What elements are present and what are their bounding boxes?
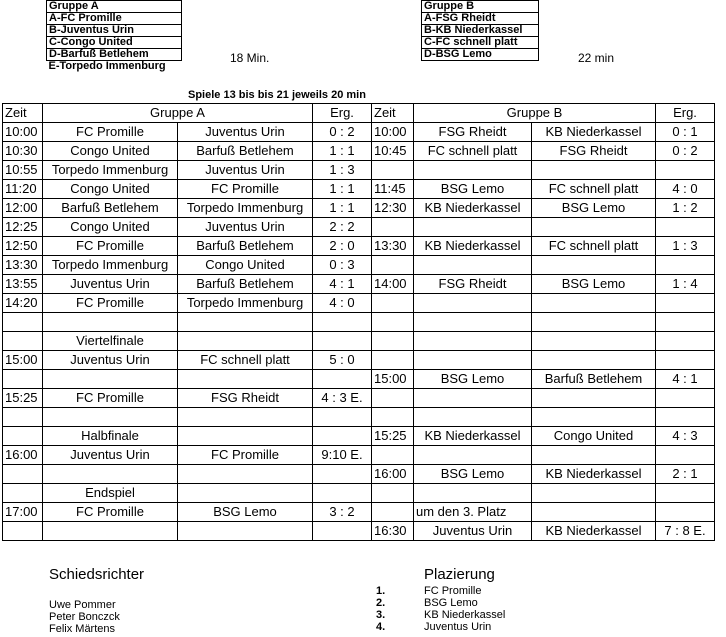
- placement-team: BSG Lemo: [424, 597, 478, 609]
- team-b-away: [532, 389, 656, 408]
- result-a: 2 : 0: [313, 237, 372, 256]
- result-a: 1 : 1: [313, 142, 372, 161]
- header-result: Erg.: [313, 104, 372, 123]
- result-a: [313, 332, 372, 351]
- match-row: [3, 237, 715, 256]
- result-a: [313, 370, 372, 389]
- team-b-away: BSG Lemo: [532, 275, 656, 294]
- group-b-team: D-BSG Lemo: [422, 49, 539, 61]
- time-b: [372, 332, 414, 351]
- team-a-home: Congo United: [43, 218, 178, 237]
- group-a-team: D-Barfuß Betlehem: [47, 49, 182, 61]
- match-row: [3, 522, 715, 541]
- group-a-team: C-Congo United: [47, 37, 182, 49]
- team-b-away: FC schnell platt: [532, 180, 656, 199]
- result-b: [656, 503, 715, 522]
- team-a-home: FC Promille: [43, 237, 178, 256]
- time-a: [3, 408, 43, 427]
- team-a-home: [43, 370, 178, 389]
- placement-row: [376, 585, 505, 597]
- match-row: [3, 408, 715, 427]
- team-b-away: [532, 161, 656, 180]
- time-a: 11:20: [3, 180, 43, 199]
- team-b-away: [532, 446, 656, 465]
- team-a-away: FC Promille: [178, 180, 313, 199]
- result-b: 4 : 1: [656, 370, 715, 389]
- team-a-home: [43, 465, 178, 484]
- match-row: [3, 294, 715, 313]
- header-result-b: Erg.: [656, 104, 715, 123]
- header-group-a: Gruppe A: [43, 104, 313, 123]
- team-b-away: KB Niederkassel: [532, 123, 656, 142]
- team-b-away: [532, 351, 656, 370]
- placement-rank: 3.: [376, 609, 386, 621]
- group-a-team: B-Juventus Urin: [47, 25, 182, 37]
- result-a: [313, 465, 372, 484]
- placement-team: KB Niederkassel: [424, 609, 506, 621]
- team-b-home: [414, 161, 532, 180]
- group-a-list: [46, 0, 182, 72]
- time-b: [372, 256, 414, 275]
- result-a: 4 : 0: [313, 294, 372, 313]
- team-a-away: [178, 332, 313, 351]
- result-a: 1 : 1: [313, 199, 372, 218]
- result-b: 0 : 1: [656, 123, 715, 142]
- result-b: [656, 446, 715, 465]
- time-a: 14:20: [3, 294, 43, 313]
- time-b: [372, 484, 414, 503]
- team-a-away: FC schnell platt: [178, 351, 313, 370]
- time-a: 15:00: [3, 351, 43, 370]
- match-row: [3, 332, 715, 351]
- team-b-home: FC schnell platt: [414, 142, 532, 161]
- team-a-home: FC Promille: [43, 123, 178, 142]
- time-b: [372, 313, 414, 332]
- placement-rank: 1.: [376, 585, 386, 597]
- team-a-home: FC Promille: [43, 294, 178, 313]
- team-b-home: [414, 389, 532, 408]
- team-b-home: [414, 256, 532, 275]
- team-a-away: Juventus Urin: [178, 123, 313, 142]
- placement-team: Juventus Urin: [424, 621, 492, 633]
- referee-name: Uwe Pommer: [49, 599, 116, 611]
- header-time: Zeit: [3, 104, 43, 123]
- team-b-away: [532, 313, 656, 332]
- team-a-away: Torpedo Immenburg: [178, 294, 313, 313]
- time-a: 17:00: [3, 503, 43, 522]
- match-row: [3, 427, 715, 446]
- time-b: 13:30: [372, 237, 414, 256]
- result-b: [656, 294, 715, 313]
- time-a: [3, 370, 43, 389]
- match-row: [3, 180, 715, 199]
- team-a-home: FC Promille: [43, 389, 178, 408]
- result-a: [313, 522, 372, 541]
- team-a-away: Barfuß Betlehem: [178, 275, 313, 294]
- team-a-away: [178, 313, 313, 332]
- placement-list: [376, 585, 505, 633]
- team-a-away: [178, 484, 313, 503]
- match-row: [3, 313, 715, 332]
- group-b-duration: 22 min: [578, 51, 615, 65]
- team-a-away: Juventus Urin: [178, 218, 313, 237]
- team-a-home: Congo United: [43, 180, 178, 199]
- team-b-home: [414, 313, 532, 332]
- team-a-home: Juventus Urin: [43, 351, 178, 370]
- team-b-home: [414, 484, 532, 503]
- header-group-b: Gruppe B: [414, 104, 656, 123]
- result-a: [313, 484, 372, 503]
- team-a-away: Congo United: [178, 256, 313, 275]
- team-b-home: BSG Lemo: [414, 180, 532, 199]
- time-b: [372, 503, 414, 522]
- time-a: 15:25: [3, 389, 43, 408]
- result-b: 7 : 8 E.: [656, 522, 715, 541]
- time-a: 10:30: [3, 142, 43, 161]
- team-b-away: FSG Rheidt: [532, 142, 656, 161]
- team-a-away: Torpedo Immenburg: [178, 199, 313, 218]
- team-b-home: [414, 408, 532, 427]
- result-b: [656, 313, 715, 332]
- time-b: 16:00: [372, 465, 414, 484]
- team-b-home: FSG Rheidt: [414, 275, 532, 294]
- team-a-home: [43, 522, 178, 541]
- referee-list: [49, 599, 120, 635]
- result-b: 1 : 2: [656, 199, 715, 218]
- time-a: [3, 465, 43, 484]
- time-b: [372, 294, 414, 313]
- team-b-home: [414, 218, 532, 237]
- time-b: [372, 408, 414, 427]
- referee-name: Felix Märtens: [49, 623, 116, 635]
- header-time-b: Zeit: [372, 104, 414, 123]
- team-b-home: [414, 294, 532, 313]
- time-a: 10:00: [3, 123, 43, 142]
- placement-title: Plazierung: [424, 566, 495, 583]
- time-b: [372, 351, 414, 370]
- group-a-title: Gruppe A: [47, 1, 182, 13]
- time-b: [372, 218, 414, 237]
- time-b: 12:30: [372, 199, 414, 218]
- match-row: [3, 275, 715, 294]
- result-a: 1 : 3: [313, 161, 372, 180]
- team-b-home: [414, 332, 532, 351]
- time-a: [3, 427, 43, 446]
- team-a-away: [178, 427, 313, 446]
- match-row: [3, 465, 715, 484]
- team-a-home: Endspiel: [43, 484, 178, 503]
- result-b: [656, 484, 715, 503]
- team-a-away: BSG Lemo: [178, 503, 313, 522]
- match-row: [3, 142, 715, 161]
- time-b: 10:00: [372, 123, 414, 142]
- result-b: [656, 161, 715, 180]
- match-row: [3, 389, 715, 408]
- team-a-away: [178, 465, 313, 484]
- time-a: 13:30: [3, 256, 43, 275]
- result-a: 1 : 1: [313, 180, 372, 199]
- result-a: [313, 427, 372, 446]
- team-a-away: [178, 522, 313, 541]
- placement-team: FC Promille: [424, 585, 482, 597]
- time-b: 11:45: [372, 180, 414, 199]
- time-a: 10:55: [3, 161, 43, 180]
- result-b: [656, 351, 715, 370]
- result-a: 4 : 3 E.: [313, 389, 372, 408]
- time-a: 12:25: [3, 218, 43, 237]
- time-b: [372, 161, 414, 180]
- team-a-home: Juventus Urin: [43, 275, 178, 294]
- team-b-home: Juventus Urin: [414, 522, 532, 541]
- team-a-away: Juventus Urin: [178, 161, 313, 180]
- team-b-home: [414, 446, 532, 465]
- placement-row: [376, 621, 505, 633]
- time-a: [3, 332, 43, 351]
- time-a: 12:50: [3, 237, 43, 256]
- time-b: [372, 389, 414, 408]
- team-b-home: um den 3. Platz: [414, 503, 532, 522]
- schedule-table: [2, 103, 715, 541]
- match-row: [3, 161, 715, 180]
- result-b: [656, 332, 715, 351]
- placement-rank: 2.: [376, 597, 386, 609]
- team-b-home: BSG Lemo: [414, 465, 532, 484]
- time-a: 13:55: [3, 275, 43, 294]
- result-a: 3 : 2: [313, 503, 372, 522]
- placement-row: [376, 609, 505, 621]
- result-b: [656, 218, 715, 237]
- result-a: [313, 313, 372, 332]
- team-a-home: Juventus Urin: [43, 446, 178, 465]
- team-b-home: KB Niederkassel: [414, 427, 532, 446]
- placement-row: [376, 597, 505, 609]
- placement-rank: 4.: [376, 621, 386, 633]
- group-b-team: B-KB Niederkassel: [422, 25, 539, 37]
- team-b-away: FC schnell platt: [532, 237, 656, 256]
- result-a: 0 : 3: [313, 256, 372, 275]
- result-a: 2 : 2: [313, 218, 372, 237]
- header-row: [3, 104, 715, 123]
- team-b-away: [532, 332, 656, 351]
- result-a: [313, 408, 372, 427]
- team-b-away: Barfuß Betlehem: [532, 370, 656, 389]
- team-b-away: [532, 256, 656, 275]
- team-a-home: Barfuß Betlehem: [43, 199, 178, 218]
- time-a: [3, 522, 43, 541]
- match-row: [3, 218, 715, 237]
- team-a-home: Torpedo Immenburg: [43, 256, 178, 275]
- time-b: 14:00: [372, 275, 414, 294]
- result-b: [656, 408, 715, 427]
- team-a-home: FC Promille: [43, 503, 178, 522]
- team-a-away: [178, 408, 313, 427]
- time-a: [3, 313, 43, 332]
- result-b: 2 : 1: [656, 465, 715, 484]
- match-row: [3, 199, 715, 218]
- team-b-away: Congo United: [532, 427, 656, 446]
- team-b-home: KB Niederkassel: [414, 199, 532, 218]
- group-a-team: E-Torpedo Immenburg: [48, 60, 166, 72]
- result-a: 4 : 1: [313, 275, 372, 294]
- team-a-home: Viertelfinale: [43, 332, 178, 351]
- team-b-away: [532, 484, 656, 503]
- team-b-home: BSG Lemo: [414, 370, 532, 389]
- team-b-away: [532, 218, 656, 237]
- team-b-away: [532, 503, 656, 522]
- time-a: 16:00: [3, 446, 43, 465]
- match-row: [3, 446, 715, 465]
- team-b-home: KB Niederkassel: [414, 237, 532, 256]
- team-a-home: [43, 408, 178, 427]
- result-b: 1 : 4: [656, 275, 715, 294]
- team-a-home: Halbfinale: [43, 427, 178, 446]
- group-b-list: [421, 0, 539, 61]
- team-a-away: [178, 370, 313, 389]
- team-a-away: Barfuß Betlehem: [178, 237, 313, 256]
- team-b-home: FSG Rheidt: [414, 123, 532, 142]
- team-b-home: [414, 351, 532, 370]
- result-b: [656, 256, 715, 275]
- team-a-away: Barfuß Betlehem: [178, 142, 313, 161]
- match-row: [3, 370, 715, 389]
- team-a-away: FC Promille: [178, 446, 313, 465]
- match-row: [3, 351, 715, 370]
- team-a-home: Congo United: [43, 142, 178, 161]
- team-b-away: [532, 294, 656, 313]
- result-a: 0 : 2: [313, 123, 372, 142]
- match-row: [3, 256, 715, 275]
- result-b: 4 : 0: [656, 180, 715, 199]
- time-a: [3, 484, 43, 503]
- time-a: 12:00: [3, 199, 43, 218]
- group-b-team: C-FC schnell platt: [422, 37, 539, 49]
- time-b: [372, 446, 414, 465]
- group-a-team: A-FC Promille: [47, 13, 182, 25]
- group-b-title: Gruppe B: [422, 1, 539, 13]
- team-b-away: KB Niederkassel: [532, 465, 656, 484]
- team-a-home: Torpedo Immenburg: [43, 161, 178, 180]
- time-b: 15:25: [372, 427, 414, 446]
- time-b: 10:45: [372, 142, 414, 161]
- result-b: 0 : 2: [656, 142, 715, 161]
- subtitle: Spiele 13 bis bis 21 jeweils 20 min: [188, 89, 366, 101]
- result-a: 9:10 E.: [313, 446, 372, 465]
- result-b: 1 : 3: [656, 237, 715, 256]
- team-a-away: FSG Rheidt: [178, 389, 313, 408]
- time-b: 16:30: [372, 522, 414, 541]
- team-b-away: [532, 408, 656, 427]
- match-row: [3, 123, 715, 142]
- team-a-home: [43, 313, 178, 332]
- result-b: [656, 389, 715, 408]
- match-row: [3, 503, 715, 522]
- team-b-away: BSG Lemo: [532, 199, 656, 218]
- result-a: 5 : 0: [313, 351, 372, 370]
- group-b-team: A-FSG Rheidt: [422, 13, 539, 25]
- team-b-away: KB Niederkassel: [532, 522, 656, 541]
- time-b: 15:00: [372, 370, 414, 389]
- match-row: [3, 484, 715, 503]
- referees-title: Schiedsrichter: [49, 566, 145, 583]
- referee-name: Peter Bonczck: [49, 611, 120, 623]
- group-a-duration: 18 Min.: [230, 51, 270, 65]
- result-b: 4 : 3: [656, 427, 715, 446]
